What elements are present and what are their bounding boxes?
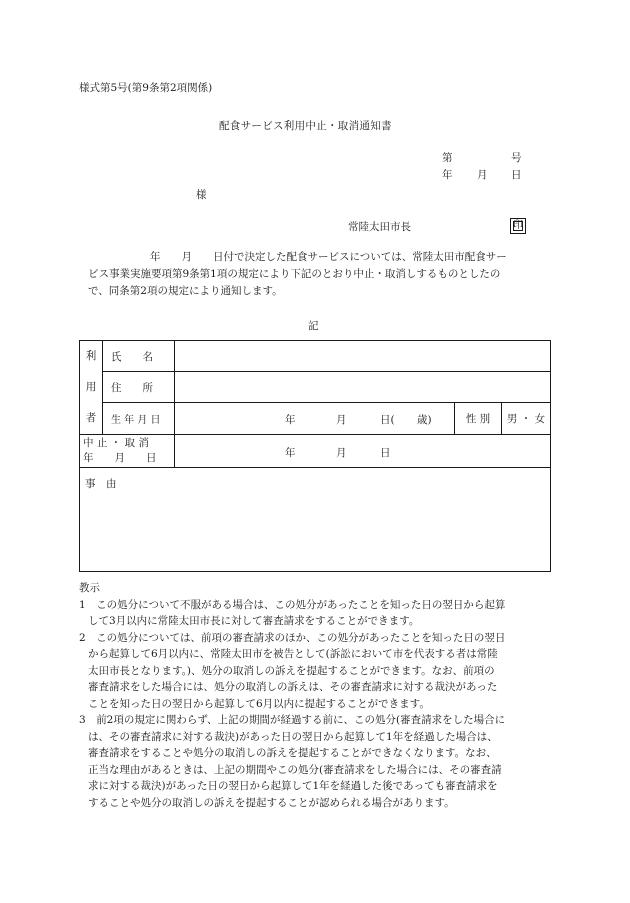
date-year: 年	[442, 169, 453, 181]
doc-number-dai: 第	[442, 152, 453, 164]
doc-number-go: 号	[511, 152, 522, 164]
body-line: 年 月 日付で決定した配食サービスについては、常陸太田市配食サー	[150, 251, 507, 263]
form-number: 様式第5号(第9条第2項関係)	[79, 82, 213, 94]
name-field[interactable]	[175, 341, 551, 372]
sex-field[interactable]: 男 ・ 女	[502, 403, 551, 435]
addressee-suffix: 様	[196, 189, 207, 201]
name-label: 氏 名	[103, 341, 175, 372]
body-line: で、同条第2項の規定により通知します。	[88, 285, 283, 297]
issuer-name: 常陸太田市長	[348, 221, 411, 233]
stop-date-label: 中 止 ・ 取 消 年 月 日	[80, 435, 175, 468]
date-month: 月	[477, 169, 488, 181]
birthdate-field[interactable]: 年 月 日( 歳)	[175, 403, 455, 435]
ki-heading: 記	[308, 320, 319, 332]
note-item-3: 3 前2項の規定に関わらず、上記の期間が経過する前に、この処分(審査請求をした場合に は、その審査請求に対する裁決)があった日の翌日から起算して1年を経過した場合は、 審査請求をすることや処分の取消しの訴えを提起することができなくなります。なお、 正当な理由があるときは、上記の期間やこの処分(審査請求をした場合には、その審査請 求に対する裁決)があった日の翌日から起算して1年を経過した後であっても審査請求を することや処分の取消しの訴えを提起することが認められる場合があります。	[79, 714, 506, 809]
reason-field[interactable]	[80, 468, 551, 572]
note-item-2: 2 この処分については、前項の審査請求のほか、この処分があったことを知った日の翌日 から起算して6月以内に、常陸太田市を被告として(訴訟において市を代表する者は常陸 太田市長となります。)、処分の取消しの訴えを提起することができます。なお、前項の 審査請求をした場合には、処分の取消しの訴えは、その審査請求に対する裁決があった ことを知った日の翌日から起算して6月以内に提起することができます。	[79, 631, 506, 710]
notes-title: 教示	[79, 582, 100, 594]
sex-label: 性 別	[455, 403, 502, 435]
note-item-1: 1 この処分について不服がある場合は、この処分があったことを知った日の翌日から起算 して3月以内に常陸太田市長に対して審査請求をすることができます。	[79, 598, 506, 627]
notes-section	[79, 580, 554, 811]
stop-date-field[interactable]: 年 月 日	[175, 435, 551, 468]
document-title: 配食サービス利用中止・取消通知書	[219, 120, 392, 132]
body-paragraph	[88, 249, 548, 300]
seal-mark: 印	[510, 218, 526, 234]
birthdate-label: 生 年 月 日	[103, 403, 175, 435]
body-line: ビス事業実施要項第9条第1項の規定により下記のとおり中止・取消しするものとしたの	[88, 268, 501, 280]
details-table	[79, 340, 551, 572]
reason-label: 事 由	[85, 478, 117, 490]
address-field[interactable]	[175, 372, 551, 403]
user-section-header: 利 用 者	[80, 341, 103, 435]
date-day: 日	[511, 169, 522, 181]
address-label: 住 所	[103, 372, 175, 403]
